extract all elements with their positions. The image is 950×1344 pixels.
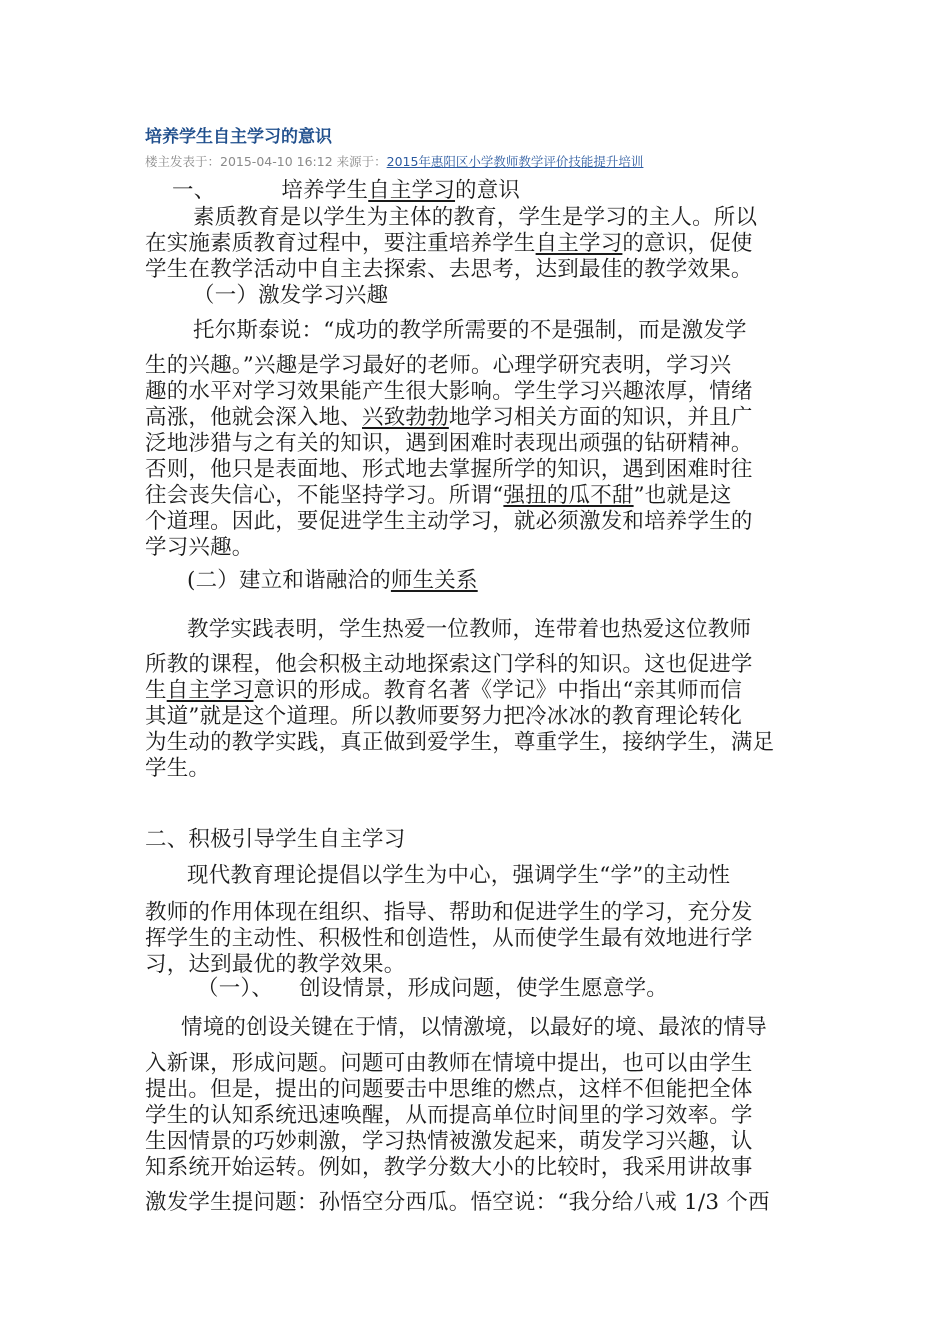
p2-line-7-end: ”也就是这 bbox=[633, 483, 732, 508]
p3-line-1: 教学实践表明，学生热爱一位教师，连带着也热爱这位教师 bbox=[187, 617, 752, 642]
article-title: 培养学生自主学习的意识 bbox=[145, 127, 332, 147]
p2-line-4-end: 地学习相关方面的知识，并且广 bbox=[448, 405, 753, 430]
p1-line-1: 素质教育是以学生为主体的教育，学生是学习的主人。所以 bbox=[193, 205, 758, 230]
p4-line-2: 教师的作用体现在组织、指导、帮助和促进学生的学习，充分发 bbox=[145, 900, 753, 925]
meta-text: 楼主发表于：2015-04-10 16:12 来源于： bbox=[145, 154, 387, 169]
p5-line-3: 提出。但是，提出的问题要击中思维的燃点，这样不但能把全体 bbox=[145, 1077, 753, 1102]
subheading-1: （一）激发学习兴趣 bbox=[193, 283, 389, 308]
p5-line-4: 学生的认知系统迅速唤醒，从而提高单位时间里的学习效率。学 bbox=[145, 1103, 753, 1128]
p3-line-3-text: 生 bbox=[145, 678, 167, 703]
p4-line-1: 现代教育理论提倡以学生为中心，强调学生“学”的主动性 bbox=[187, 863, 731, 888]
link-shisheng-guanxi[interactable]: 师生关系 bbox=[390, 568, 478, 593]
p1-line-3: 学生在教学活动中自主去探索、去思考，达到最佳的教学效果。 bbox=[145, 257, 753, 282]
link-zizhu-xuexi[interactable]: 自主学习 bbox=[368, 178, 456, 203]
link-zizhu-xuexi-3[interactable]: 自主学习 bbox=[166, 678, 254, 703]
source-link[interactable]: 2015年惠阳区小学教师教学评价技能提升培训 bbox=[386, 154, 644, 169]
p5-line-5: 生因情景的巧妙刺激，学习热情被激发起来，萌发学习兴趣，认 bbox=[145, 1129, 753, 1154]
p5-line-1: 情境的创设关键在于情，以情激境，以最好的境、最浓的情导 bbox=[181, 1015, 767, 1040]
link-zizhu-xuexi-2[interactable]: 自主学习 bbox=[535, 231, 623, 256]
p5-line-2: 入新课，形成问题。问题可由教师在情境中提出，也可以由学生 bbox=[145, 1051, 753, 1076]
p3-line-3-end: 意识的形成。教育名著《学记》中指出“亲其师而信 bbox=[253, 678, 743, 703]
subheading-2 bbox=[187, 563, 478, 594]
heading-one-text: 培养学生 bbox=[281, 178, 369, 203]
p2-line-7-text: 往会丧失信心，不能坚持学习。所谓“ bbox=[145, 483, 504, 508]
p5-line-6: 知系统开始运转。例如，教学分数大小的比较时，我采用讲故事 bbox=[145, 1155, 753, 1180]
p5-line-7: 激发学生提问题：孙悟空分西瓜。悟空说：“我分给八戒 1/3 个西 bbox=[145, 1190, 770, 1215]
p3-line-2: 所教的课程，他会积极主动地探索这门学科的知识。这也促进学 bbox=[145, 652, 753, 677]
p2-line-8: 个道理。因此，要促进学生主动学习，就必须激发和培养学生的 bbox=[145, 509, 753, 534]
link-qiangniu-de-gua[interactable]: 强扭的瓜不甜 bbox=[503, 483, 634, 508]
heading-two: 二、积极引导学生自主学习 bbox=[145, 827, 406, 852]
subheading-2-text: (二）建立和谐融洽的 bbox=[187, 568, 391, 593]
p2-line-2: 生的兴趣。”兴趣是学习最好的老师。心理学研究表明，学习兴 bbox=[145, 353, 732, 378]
p2-line-5: 泛地涉猎与之有关的知识，遇到困难时表现出顽强的钻研精神。 bbox=[145, 431, 753, 456]
p2-line-3: 趣的水平对学习效果能产生很大影响。学生学习兴趣浓厚，情绪 bbox=[145, 379, 753, 404]
subheading-3-number: （一）、 bbox=[197, 976, 274, 1001]
subheading-3-text: 创设情景，形成问题，使学生愿意学。 bbox=[299, 976, 668, 1001]
p2-line-4-text: 高涨，他就会深入地、 bbox=[145, 405, 363, 430]
p3-line-6: 学生。 bbox=[145, 756, 211, 781]
p4-line-3: 挥学生的主动性、积极性和创造性，从而使学生最有效地进行学 bbox=[145, 926, 753, 951]
heading-one-text-end: 的意识 bbox=[455, 178, 521, 203]
p4-line-4: 习，达到最优的教学效果。 bbox=[145, 952, 406, 977]
p1-line-2-text: 在实施素质教育过程中，要注重培养学生 bbox=[145, 231, 536, 256]
article-meta bbox=[145, 152, 643, 170]
p2-line-6: 否则，他只是表面地、形式地去掌握所学的知识，遇到困难时往 bbox=[145, 457, 753, 482]
p1-line-2-end: 的意识，促使 bbox=[622, 231, 753, 256]
link-xingzhi-bobo[interactable]: 兴致勃勃 bbox=[362, 405, 449, 430]
p3-line-5: 为生动的教学实践，真正做到爱学生，尊重学生，接纳学生，满足 bbox=[145, 730, 775, 755]
subheading-3 bbox=[197, 971, 668, 1002]
p3-line-4: 其道”就是这个道理。所以教师要努力把冷冰冰的教育理论转化 bbox=[145, 704, 743, 729]
p2-line-9: 学习兴趣。 bbox=[145, 535, 254, 560]
heading-one-number: 一、 bbox=[172, 178, 216, 203]
p2-line-1: 托尔斯泰说：“成功的教学所需要的不是强制，而是激发学 bbox=[193, 318, 747, 343]
